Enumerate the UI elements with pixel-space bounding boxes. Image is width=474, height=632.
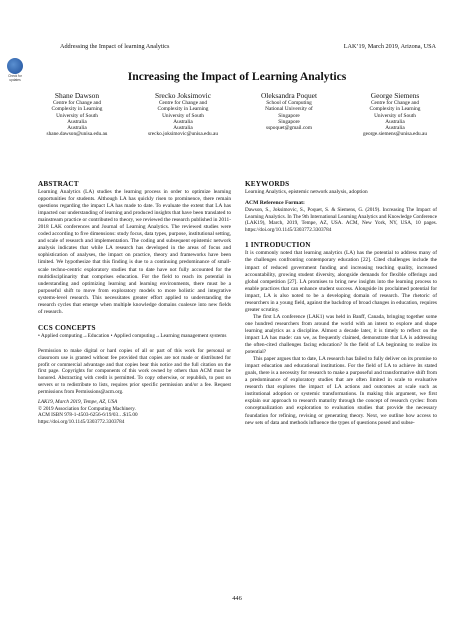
venue-line: LAK19, March 2019, Tempe, AZ, USA (38, 398, 118, 405)
author-affiliation: Centre for Change and (158, 100, 208, 106)
author-name: Oleksandra Poquet (260, 91, 318, 100)
author-affiliation: University of South (162, 112, 204, 119)
isbn-line: ACM ISBN 978-1-4503-6256-6/19/03…$15.00 (38, 412, 138, 419)
author (132, 91, 234, 138)
author-name: Srecko Joksimovic (154, 91, 212, 100)
author-affiliation: Complexity in Learning (157, 106, 209, 113)
left-column (38, 180, 231, 426)
author-name: Shane Dawson (54, 91, 100, 100)
author-affiliation: Australia (385, 118, 405, 125)
author-country: Singapore (278, 118, 300, 125)
reference-format-text: Dawson, S., Joksimovic, S., Poquet, S. & Siemens, G. (2019). Increasing The Impact of Learning Analytics. In The 9th International Learning Analytics and Knowledge Conference (LAK19), March, 2019, Tempe, AZ, USA. ACM, New York, NY, USA, 10 pages. https://doi.org/10.1145/3303772.3303784 (245, 207, 437, 233)
permission-block (38, 348, 231, 426)
running-header (60, 43, 436, 53)
doi-link[interactable]: https://doi.org/10.1145/3303772.3303784 (38, 419, 125, 426)
ccs-heading: CCS CONCEPTS (38, 323, 96, 332)
introduction-paragraph: It is commonly noted that learning analytics (LA) has the potential to address many of the challenges confronting contemporary education [22]. Cited challenges include the impact of reduced government funding and increasing teaching quality, increased accountability, growing student diversity, alongside demands for flexible offerings and global competition [27]. LA promises to bring new insights into the learning process to enable practices that can enhance student success. Alongside its proclaimed potential for impact, LA is also noted to be a developing domain of research. The rhetoric of researchers in a young field, against the backdrop of broad changes in education, requires greater scrutiny. (245, 250, 437, 313)
reference-format-heading: ACM Reference Format: (245, 200, 305, 207)
author (238, 91, 340, 138)
abstract-text: Learning Analytics (LA) studies the learning process in order to optimize learning opportunities for students. Although LA has quickly risen to prominence, there remain questions regarding the impact LA has made to date. To evaluate the extent that LA has impacted our understanding of learning and produced insights that have been translated to mainstream practice or contributed to theory, we reviewed the research published in 2011-2018 LAK conferences and Journal of Learning Analytics. The reviewed studies were coded according to five dimensions: study focus, data types, purpose, institutional setting, and scale of research and implementation. The coding and subsequent epistemic network analysis indicates that while LA research has developed in the areas of focus and sophistication of analyses, the impact on practice, theory and frameworks have been limited. We hypothesize that this finding is due to a continuing predominance of small-scale techno-centric exploratory studies that to date have not fully accounted for the multidisciplinarity that comprises education. For the field to reach its potential in understanding and optimizing learning and learning environments, there must be a purposeful shift to move from exploratory models to more holistic and integrative systems-level research. This necessitates greater effort applied to understanding the research cycles that emerge when multiple knowledge domains coalesce into new fields of research. (38, 189, 231, 315)
author-affiliation: National University of (265, 106, 313, 113)
right-column (245, 180, 437, 427)
running-header-right: LAK’19, March 2019, Arizona, USA (343, 43, 436, 50)
author-email[interactable]: sspoquet@gmail.com (266, 125, 312, 132)
ccs-text: • Applied computing→Education • Applied computing→Learning management systems (38, 332, 227, 339)
author-country: Australia (385, 125, 405, 132)
author-affiliation: Australia (67, 118, 87, 125)
author-country: Australia (67, 125, 87, 132)
author-affiliation: University of South (56, 112, 98, 119)
introduction-paragraph: The first LA conference (LAK1) was held in Banff, Canada, bringing together some one hundred researchers from around the world with an intent to explore and shape learning analytics as a discipline. Almost a decade later, it is timely to reflect on the impact LA has made: can we, as frequently claimed, demonstrate that LA is addressing the often-cited challenges facing education? Is the field of LA beginning to realize its potential? (245, 313, 437, 356)
badge-caption: Check for updates (8, 74, 22, 82)
author-affiliation: Australia (173, 118, 193, 125)
author-affiliation: Singapore (278, 112, 300, 119)
author (344, 91, 446, 138)
introduction-heading: 1 INTRODUCTION (245, 241, 311, 250)
running-header-left: Addressing the Impact of learning Analytics (60, 43, 170, 50)
introduction-paragraph: This paper argues that to date, LA research has failed to fully deliver on its promise to impact education and educational institutions. For the field of LA to achieve its stated goals, there is a necessity for research to make a purposeful and transformative shift from a predominance of exploratory studies that are often limited in scale to evaluative research that explores the impact of LA actions and outcomes at scale such as institutional adoption or systemic transformations. In making this argument, we first explain our approach to research maturity through the concept of research cycles: from conceptualization and exploration to evaluation studies that provide the necessary foundation for refining, revising or generating theory. Next, we outline how access to new sets of data and methods influence the types of questions posed and subse- (245, 356, 437, 426)
author-email[interactable]: george.siemens@unisa.edu.au (362, 131, 428, 138)
keywords-heading: KEYWORDS (245, 180, 290, 188)
author-affiliation: Centre for Change and (52, 100, 102, 106)
abstract-heading: ABSTRACT (38, 180, 79, 188)
author-affiliation: University of South (374, 112, 416, 119)
page-number: 446 (232, 595, 242, 602)
author-email[interactable]: shane.dawson@unisa.edu.au (46, 131, 108, 138)
permission-text: Permission to make digital or hard copies of all or part of this work for personal or classroom use is granted without fee provided that copies are not made or distributed for profit or commercial advantage and that copies bear this notice and the full citation on the first page. Copyrights for components of this work owned by others than ACM must be honored. Abstracting with credit is permitted. To copy otherwise, or republish, to post on servers or to redistribute to lists, requires prior specific permission and/or a fee. Request permissions from Permissions@acm.org. (38, 347, 231, 395)
author-block (26, 91, 446, 138)
keywords-text: Learning Analytics, epistemic network analysis, adoption (245, 189, 368, 195)
author-affiliation: Complexity in Learning (51, 106, 103, 113)
author (26, 91, 128, 138)
author-name: George Siemens (370, 91, 420, 100)
author-country: Australia (173, 125, 193, 132)
author-affiliation: School of Computing (266, 100, 312, 106)
paper-title: Increasing the Impact of Learning Analytics (127, 70, 347, 83)
author-email[interactable]: srecko.joksimovic@unisa.edu.au (147, 131, 219, 138)
author-affiliation: Complexity in Learning (369, 106, 421, 113)
copyright-line: © 2019 Association for Computing Machinery. (38, 405, 136, 412)
author-affiliation: Centre for Change and (370, 100, 420, 106)
